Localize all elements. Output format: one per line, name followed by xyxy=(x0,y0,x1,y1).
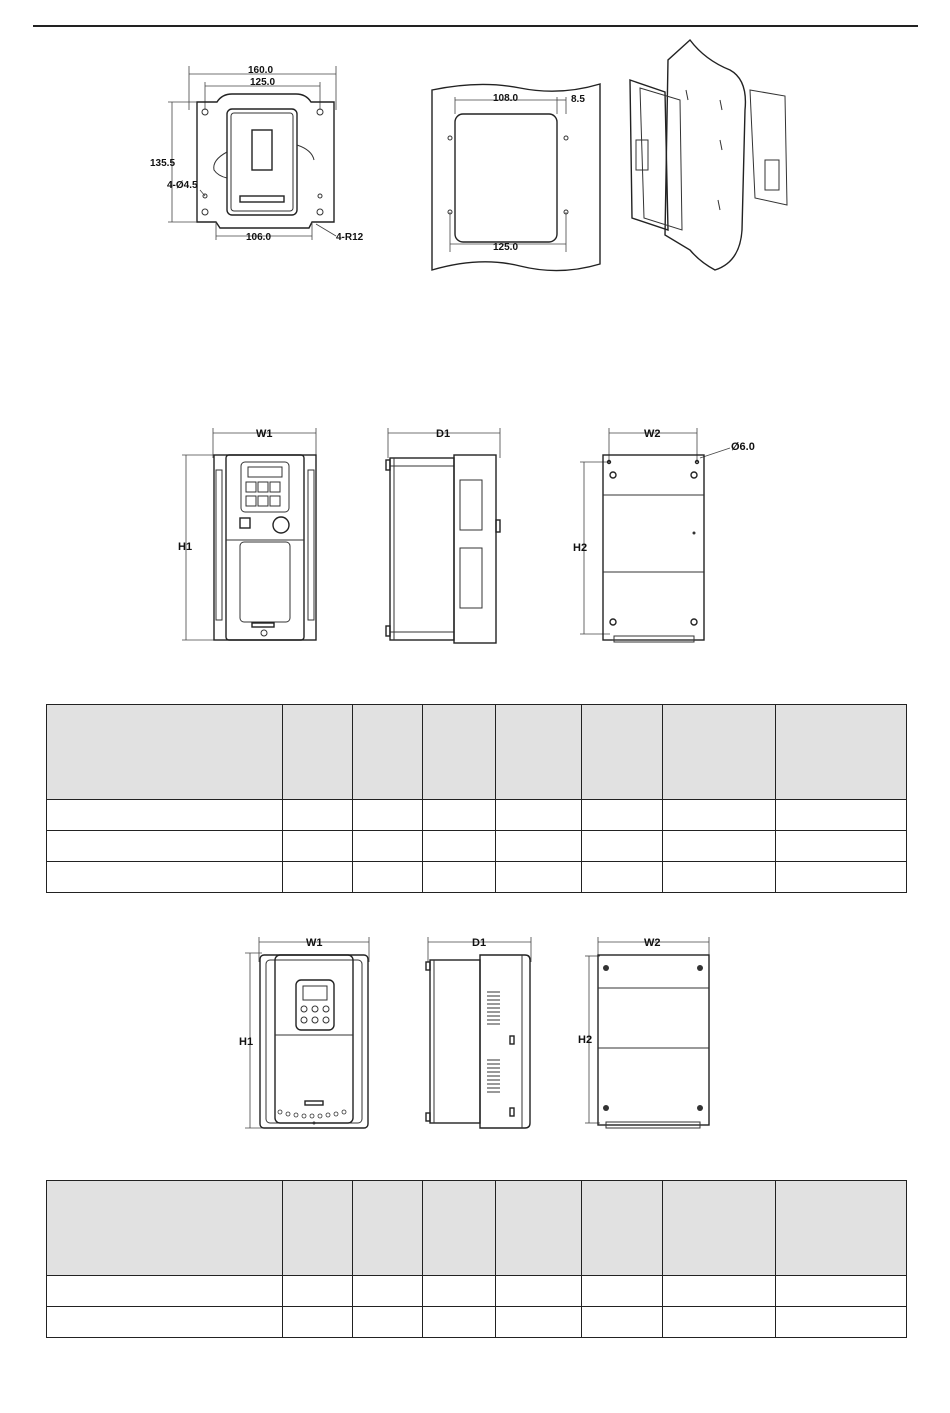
table-header-cell xyxy=(353,1181,423,1276)
table-cell xyxy=(47,1307,283,1338)
table-header-cell xyxy=(663,1181,776,1276)
dim-offset: 8.5 xyxy=(571,94,585,105)
dimension-table-b xyxy=(46,1180,907,1338)
table-cell xyxy=(496,1307,582,1338)
dim-bottom-width: 106.0 xyxy=(246,232,272,243)
table-cell xyxy=(423,1276,496,1307)
dim-hole-spec: 4-Ø4.5 xyxy=(167,180,198,191)
dim-height: 135.5 xyxy=(150,158,176,169)
table-cell xyxy=(776,1276,907,1307)
table-cell xyxy=(582,1307,663,1338)
table-header-cell xyxy=(283,1181,353,1276)
dim-corner-radius: 4-R12 xyxy=(336,232,364,243)
table-header-cell xyxy=(776,1181,907,1276)
frame-a-d1-label: D1 xyxy=(436,428,451,440)
frame-a-h1-label: H1 xyxy=(178,541,193,553)
table-cell xyxy=(47,1276,283,1307)
frame-b-w1-label: W1 xyxy=(306,937,323,949)
frame-b-w2-label: W2 xyxy=(644,937,661,949)
table-row xyxy=(47,1276,907,1307)
frame-b-h1-label: H1 xyxy=(239,1036,254,1048)
table-cell xyxy=(283,1307,353,1338)
dim-overall-width: 160.0 xyxy=(248,65,274,76)
table-cell xyxy=(423,1307,496,1338)
table-header-cell xyxy=(423,1181,496,1276)
frame-a-h2-label: H2 xyxy=(573,542,588,554)
dim-hole-pitch: 125.0 xyxy=(250,77,276,88)
frame-a-w1-label: W1 xyxy=(256,428,273,440)
table-row xyxy=(47,1307,907,1338)
table-header-cell xyxy=(47,1181,283,1276)
table-cell xyxy=(283,1276,353,1307)
table-header-cell xyxy=(496,1181,582,1276)
table-header-cell xyxy=(582,1181,663,1276)
table-cell xyxy=(353,1307,423,1338)
table-header-row xyxy=(47,1181,907,1276)
table-cell xyxy=(776,1307,907,1338)
frame-b-d1-label: D1 xyxy=(472,937,487,949)
table-cell xyxy=(496,1276,582,1307)
frame-b-h2-label: H2 xyxy=(578,1034,593,1046)
dim-cutout-hole-pitch: 125.0 xyxy=(493,242,519,253)
frame-a-w2-label: W2 xyxy=(644,428,661,440)
table-cell xyxy=(582,1276,663,1307)
table-cell xyxy=(663,1307,776,1338)
table-cell xyxy=(663,1276,776,1307)
dim-cutout-width: 108.0 xyxy=(493,93,519,104)
frame-a-hole-label: Ø6.0 xyxy=(731,441,755,453)
table-cell xyxy=(353,1276,423,1307)
